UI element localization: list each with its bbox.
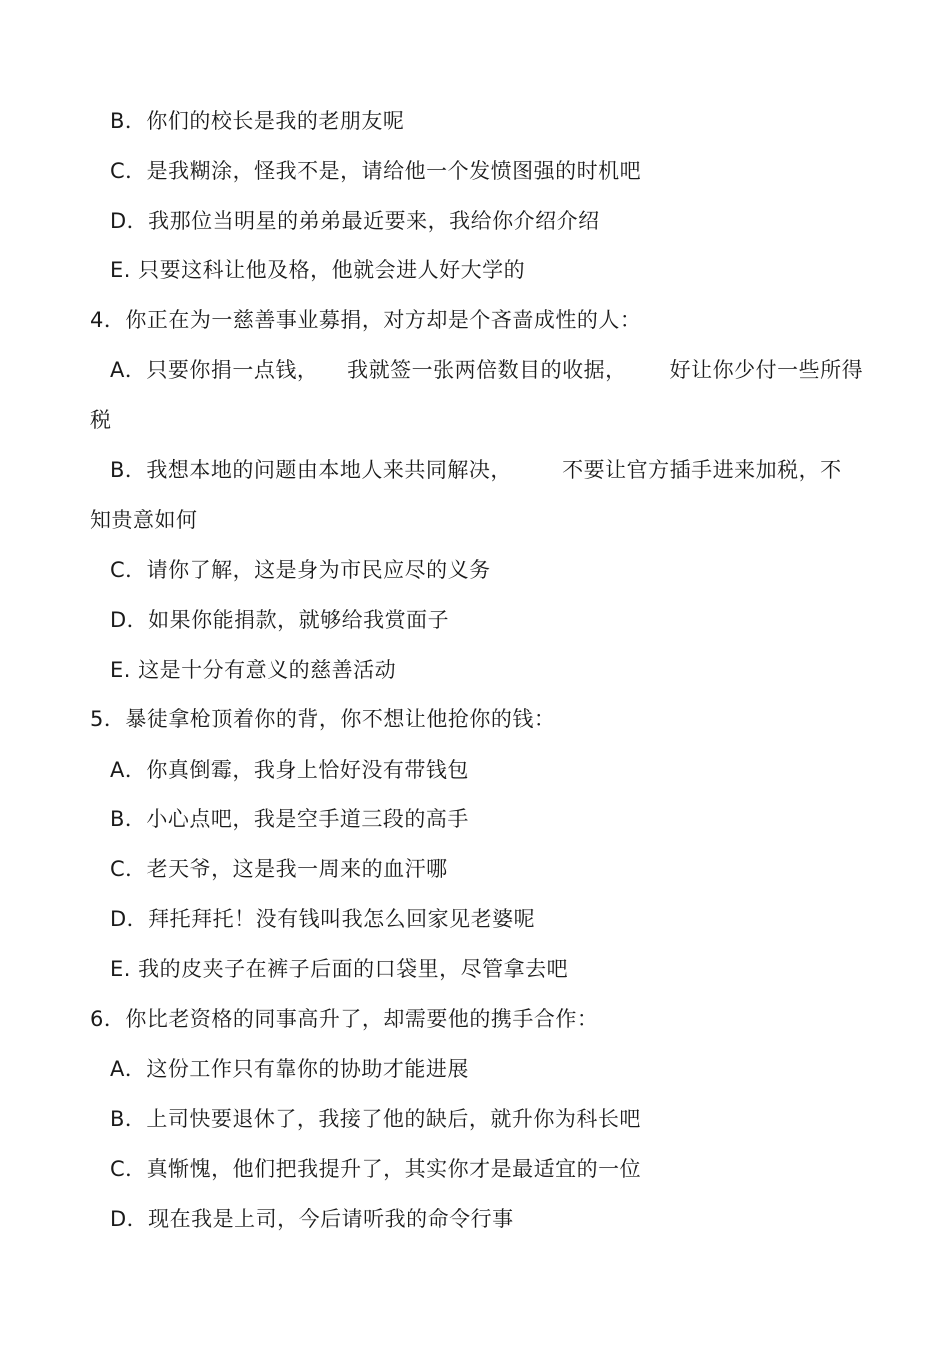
option-6c: C．真惭愧，他们把我提升了，其实你才是最适宜的一位: [110, 1157, 642, 1181]
option-6d: D．现在我是上司，今后请听我的命令行事: [110, 1207, 514, 1231]
option-6b: B．上司快要退休了，我接了他的缺后，就升你为科长吧: [110, 1107, 641, 1131]
question-5: 5．暴徒拿枪顶着你的背，你不想让他抢你的钱：: [90, 707, 556, 731]
option-3e: E. 只要这科让他及格，他就会进人好大学的: [110, 258, 526, 282]
option-5c: C．老天爷，这是我一周来的血汗哪: [110, 857, 448, 881]
option-4b-continued: 知贵意如何: [90, 508, 198, 532]
option-6a: A．这份工作只有靠你的协助才能进展: [110, 1057, 469, 1081]
option-4a: A．只要你捐一点钱， 我就签一张两倍数目的收据， 好让你少付一些所得: [110, 358, 864, 382]
option-5d: D．拜托拜托！没有钱叫我怎么回家见老婆呢: [110, 907, 536, 931]
option-4b: B．我想本地的问题由本地人来共同解决， 不要让官方插手进来加税，不: [110, 458, 842, 482]
option-3c: C．是我糊涂，怪我不是，请给他一个发愤图强的时机吧: [110, 159, 642, 183]
option-4c: C．请你了解，这是身为市民应尽的义务: [110, 558, 491, 582]
option-5b: B．小心点吧，我是空手道三段的高手: [110, 807, 469, 831]
option-5a: A．你真倒霉，我身上恰好没有带钱包: [110, 758, 469, 782]
option-3b: B．你们的校长是我的老朋友呢: [110, 109, 405, 133]
question-4: 4．你正在为一慈善事业募捐，对方却是个吝啬成性的人：: [90, 308, 642, 332]
question-6: 6．你比老资格的同事高升了，却需要他的携手合作：: [90, 1007, 599, 1031]
option-3d: D．我那位当明星的弟弟最近要来，我给你介绍介绍: [110, 209, 600, 233]
option-4a-continued: 税: [90, 408, 112, 432]
option-4d: D．如果你能捐款，就够给我赏面子: [110, 608, 450, 632]
option-4e: E. 这是十分有意义的慈善活动: [110, 658, 397, 682]
option-5e: E. 我的皮夹子在裤子后面的口袋里，尽管拿去吧: [110, 957, 569, 981]
